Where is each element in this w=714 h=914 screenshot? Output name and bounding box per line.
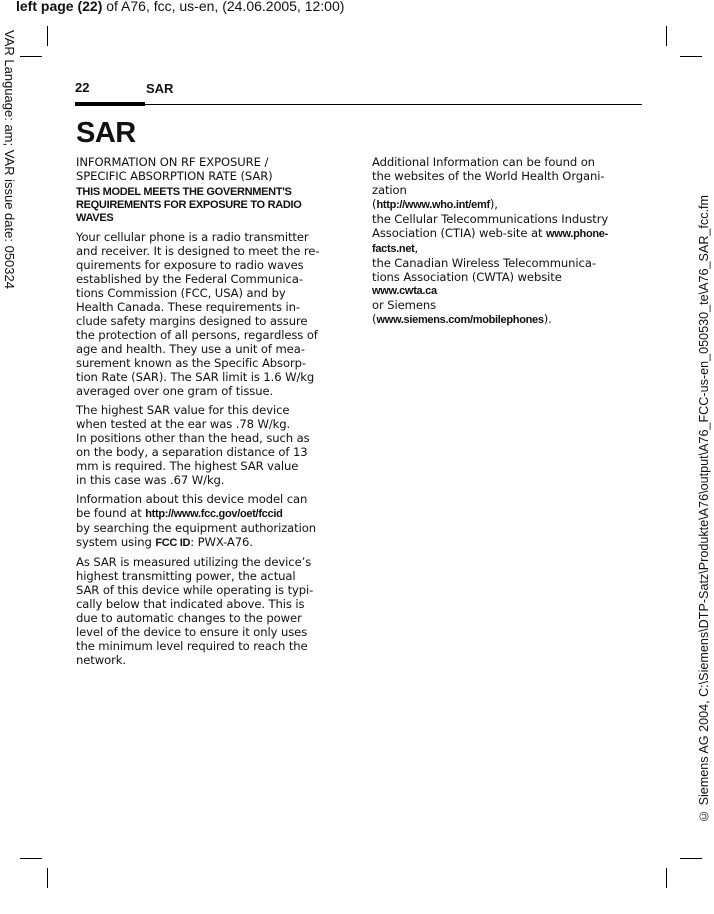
header-rule: [145, 104, 642, 105]
crop-mark: [47, 868, 48, 888]
ctia-link-cont[interactable]: facts.net: [372, 243, 415, 255]
text-line: or Siemens: [372, 298, 437, 312]
text-line: In positions other than the head, such as: [76, 431, 310, 445]
crop-mark: [20, 56, 42, 57]
text-line: As SAR is measured utilizing the device’s: [76, 555, 312, 569]
text-line: INFORMATION ON RF EXPOSURE /: [76, 155, 269, 169]
text-line: THIS MODEL MEETS THE GOVERNMENT'S: [76, 186, 292, 198]
text-line: the Cellular Telecommunications Industry: [372, 212, 609, 226]
text-line: mm is required. The highest SAR value: [76, 459, 299, 473]
text-line: tions Commission (FCC, USA) and by: [76, 286, 286, 300]
column-left: [76, 155, 366, 667]
text-run: : PWX-A76.: [190, 535, 253, 549]
text-line: the minimum level required to reach the: [76, 639, 308, 653]
text-line: [372, 312, 642, 327]
paragraph: [76, 555, 366, 667]
text-line: zation: [372, 183, 407, 197]
text-run: system using: [76, 535, 156, 549]
text-run: be found at: [76, 506, 146, 520]
text-line: The highest SAR value for this device: [76, 403, 290, 417]
side-label-right: © Siemens AG 2004, C:\Siemens\DTP-Satz\Produkte\A76\output\A76_FCC-us-en_050530_te\A76_SAR_fcc.fm: [697, 195, 711, 823]
text-line: REQUIREMENTS FOR EXPOSURE TO RADIO: [76, 199, 302, 211]
running-title: SAR: [146, 81, 174, 96]
slug-details: of A76, fcc, us-en, (24.06.2005, 12:00): [102, 0, 345, 14]
text-run: ),: [489, 197, 498, 211]
fcc-id-label: FCC ID: [155, 537, 191, 549]
crop-mark: [680, 56, 702, 57]
crop-mark: [680, 858, 702, 859]
print-slug: [16, 0, 344, 14]
paragraph: [76, 492, 366, 550]
text-line: surement known as the Specific Absorp-: [76, 356, 306, 370]
text-line: tions Association (CWTA) website: [372, 270, 562, 284]
bold-statement: [76, 186, 366, 225]
text-line: cally below that indicated above. This is: [76, 597, 305, 611]
text-line: clude safety margins designed to assure: [76, 314, 308, 328]
text-line: SPECIFIC ABSORPTION RATE (SAR): [76, 169, 273, 183]
page-title: SAR: [76, 117, 136, 149]
text-line: [372, 241, 642, 256]
text-line: and receiver. It is designed to meet the re-: [76, 244, 320, 258]
text-line: averaged over one gram of tissue.: [76, 384, 274, 398]
cwta-link[interactable]: www.cwta.ca: [372, 285, 437, 297]
text-line: when tested at the ear was .78 W/kg.: [76, 417, 291, 431]
text-line: tion Rate (SAR). The SAR limit is 1.6 W/kg: [76, 370, 315, 384]
siemens-link[interactable]: www.siemens.com/mobilephones: [376, 314, 544, 326]
text-line: age and health. They use a unit of mea-: [76, 342, 305, 356]
text-run: (: [372, 312, 377, 326]
crop-mark: [666, 868, 667, 888]
text-line: [372, 197, 642, 212]
slug-page-ref: left page (22): [16, 0, 103, 14]
text-line: Information about this device model can: [76, 492, 308, 506]
crop-mark: [20, 858, 42, 859]
text-line: Additional Information can be found on: [372, 155, 595, 169]
text-run: ,: [414, 241, 419, 255]
text-line: [372, 226, 642, 241]
text-line: [76, 506, 366, 521]
crop-mark: [666, 26, 667, 46]
crop-mark: [47, 26, 48, 46]
text-run: (: [372, 197, 377, 211]
column-right: [372, 155, 642, 327]
paragraph: [76, 403, 366, 487]
page-number: 22: [75, 80, 90, 95]
text-line: by searching the equipment authorization: [76, 521, 316, 535]
text-line: network.: [76, 653, 126, 667]
text-line: in this case was .67 W/kg.: [76, 473, 225, 487]
text-line: Health Canada. These requirements in-: [76, 300, 300, 314]
text-line: established by the Federal Communica-: [76, 272, 303, 286]
text-line: [76, 535, 366, 550]
text-line: highest transmitting power, the actual: [76, 569, 296, 583]
text-line: the Canadian Wireless Telecommunica-: [372, 256, 596, 270]
text-line: on the body, a separation distance of 13: [76, 445, 308, 459]
side-label-left: VAR Language: am; VAR issue date: 050324: [2, 30, 17, 289]
text-line: due to automatic changes to the power: [76, 611, 302, 625]
text-line: the websites of the World Health Organi-: [372, 169, 605, 183]
text-run: Association (CTIA) web-site at: [372, 226, 546, 240]
header-rule-thick: [75, 102, 145, 106]
text-run: ).: [543, 312, 552, 326]
text-line: quirements for exposure to radio waves: [76, 258, 304, 272]
text-line: Your cellular phone is a radio transmitter: [76, 230, 309, 244]
text-line: WAVES: [76, 212, 114, 224]
text-line: SAR of this device while operating is typi-: [76, 583, 314, 597]
ctia-link[interactable]: www.phone-: [545, 228, 608, 240]
text-line: the protection of all persons, regardless of: [76, 328, 318, 342]
who-link[interactable]: http://www.who.int/emf: [376, 199, 490, 211]
fcc-link[interactable]: http://www.fcc.gov/oet/fccid: [145, 508, 283, 520]
paragraph: [76, 230, 366, 398]
text-line: level of the device to ensure it only uses: [76, 625, 308, 639]
subheading: [76, 155, 366, 183]
